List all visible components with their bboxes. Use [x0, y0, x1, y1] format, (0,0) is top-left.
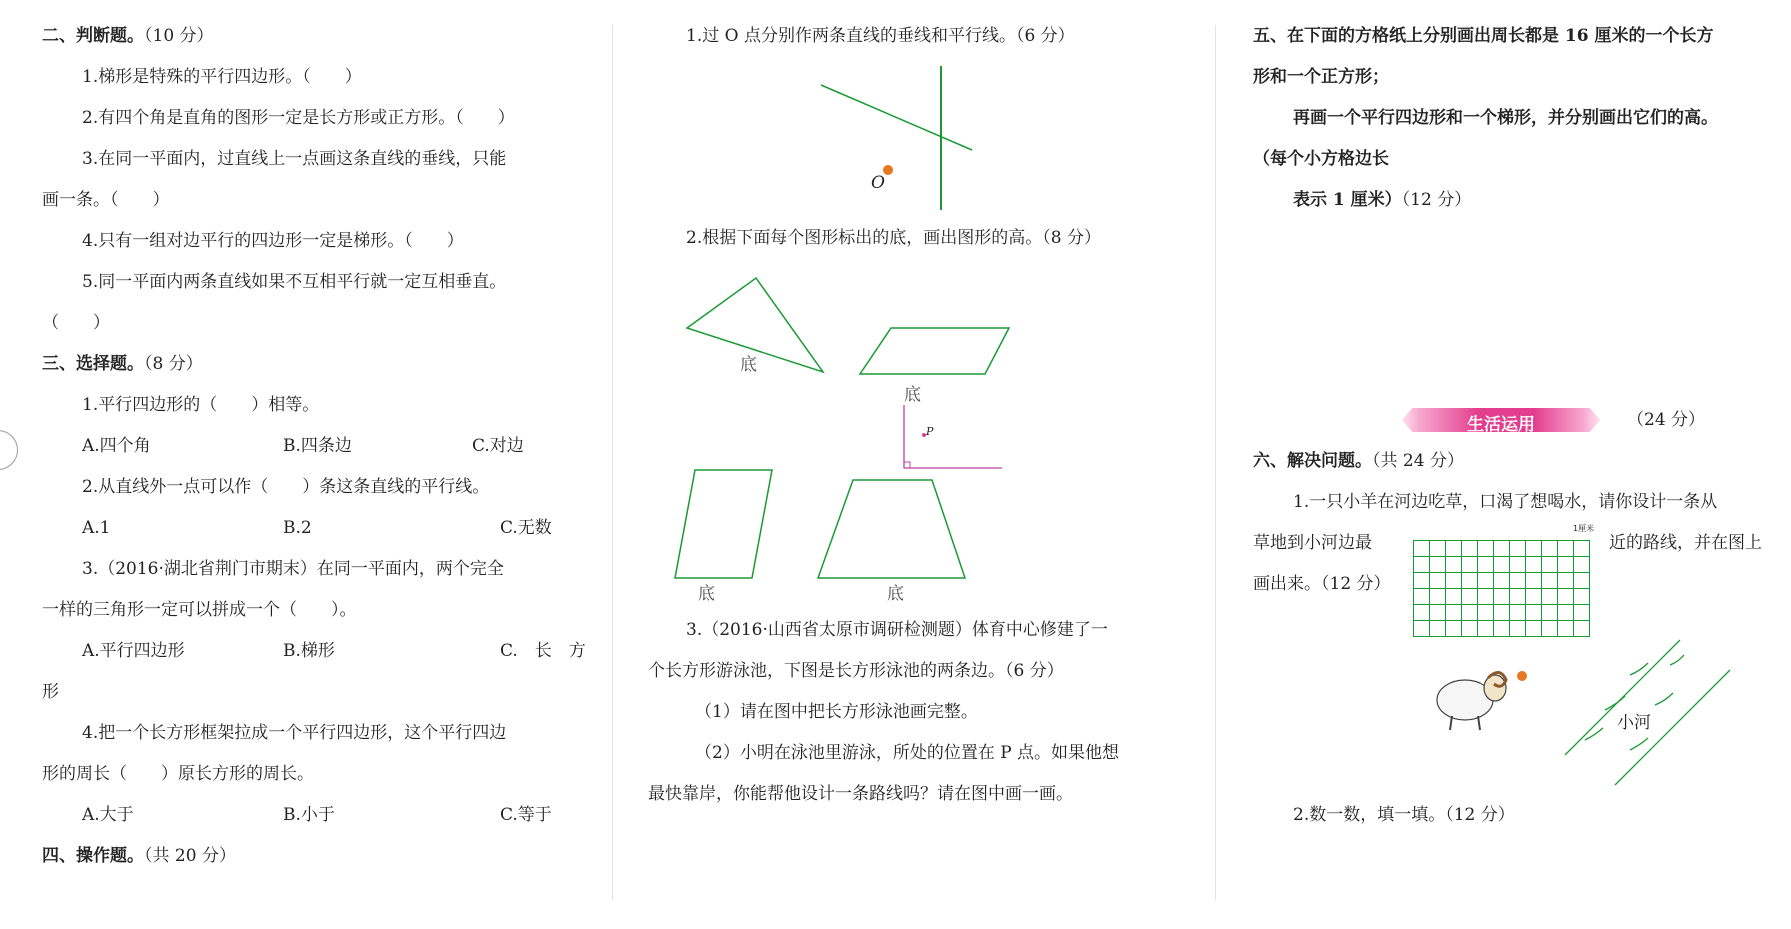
point-p-label: P [926, 425, 934, 438]
question-4-1: 1.过 O 点分别作两条直线的垂线和平行线。（6 分） [686, 26, 1075, 46]
section-5-line5: 表示 1 厘米）（12 分） [1293, 190, 1472, 210]
question-4-2: 2.根据下面每个图形标出的底，画出图形的高。（8 分） [686, 228, 1101, 248]
grid-paper [1413, 540, 1590, 637]
banner-title: 生活运用 [1467, 415, 1535, 435]
question-4-3-part1: （1）请在图中把长方形泳池画完整。 [695, 702, 978, 722]
option-3-4-c: C.等于 [500, 805, 552, 825]
grid-unit-label: 1厘米 [1573, 524, 1595, 533]
option-3-2-c: C.无数 [500, 518, 552, 538]
option-3-3-c: C. 长 方 [500, 641, 586, 661]
base-label-parallelogram-2: 底 [698, 584, 715, 604]
section-4-heading: 四、操作题。（共 20 分） [42, 846, 236, 866]
question-6-1-cont2: 近的路线，并在图上 [1609, 533, 1762, 553]
section-5-line1: 五、在下面的方格纸上分别画出周长都是 16 厘米的一个长方 [1253, 26, 1714, 46]
question-3-4-cont: 形的周长（ ）原长方形的周长。 [42, 764, 314, 784]
section-banner [1393, 408, 1609, 435]
option-3-4-a: A.大于 [82, 805, 134, 825]
question-3-3: 3.（2016·湖北省荆门市期末）在同一平面内，两个完全 [82, 559, 504, 579]
banner-score: （24 分） [1627, 410, 1706, 430]
section-3-heading: 三、选择题。（8 分） [42, 354, 203, 374]
question-4-3-part2-cont: 最快靠岸，你能帮他设计一条路线吗？请在图中画一画。 [648, 784, 1073, 804]
section-2-heading: 二、判断题。（10 分） [42, 26, 214, 46]
option-3-3-c-cont: 形 [42, 682, 59, 702]
river-label: 小河 [1617, 713, 1651, 733]
question-2-5: 5.同一平面内两条直线如果不互相平行就一定互相垂直。 [82, 272, 507, 292]
sheep-icon [1437, 672, 1506, 730]
column-divider-2 [1215, 25, 1216, 900]
question-2-5-cont: （ ） [42, 313, 110, 333]
option-3-2-a: A.1 [82, 518, 111, 538]
question-4-3-cont: 个长方形游泳池，下图是长方形泳池的两条边。（6 分） [648, 661, 1064, 681]
shapes-figure [670, 270, 1030, 590]
option-3-2-b: B.2 [283, 518, 312, 538]
section-5-line4: （每个小方格边长 [1253, 149, 1389, 169]
option-3-3-a: A.平行四边形 [82, 641, 185, 661]
grass-point [1517, 671, 1527, 681]
base-label-triangle: 底 [740, 355, 757, 375]
question-3-2: 2.从直线外一点可以作（ ）条这条直线的平行线。 [82, 477, 490, 497]
option-3-1-b: B.四条边 [283, 436, 352, 456]
section-6-heading: 六、解决问题。（共 24 分） [1253, 451, 1464, 471]
question-2-1: 1.梯形是特殊的平行四边形。（ ） [82, 67, 362, 87]
question-2-4: 4.只有一组对边平行的四边形一定是梯形。（ ） [82, 231, 464, 251]
question-6-2: 2.数一数，填一填。（12 分） [1293, 805, 1515, 825]
question-2-3: 3.在同一平面内，过直线上一点画这条直线的垂线，只能 [82, 149, 507, 169]
option-3-3-b: B.梯形 [283, 641, 335, 661]
question-4-3: 3.（2016·山西省太原市调研检测题）体育中心修建了一 [686, 620, 1108, 640]
sheep-river-figure [1420, 640, 1730, 790]
question-6-1: 1.一只小羊在河边吃草，口渴了想喝水，请你设计一条从 [1293, 492, 1718, 512]
section-5-line2: 形和一个正方形； [1253, 67, 1389, 87]
option-3-1-c: C.对边 [472, 436, 524, 456]
page-edge-circle [0, 430, 18, 470]
question-6-1-cont3: 画出来。（12 分） [1253, 574, 1391, 594]
perpendicular-figure [800, 60, 1000, 215]
question-6-1-cont: 草地到小河边最 [1253, 533, 1372, 553]
question-3-3-cont: 一样的三角形一定可以拼成一个（ ）。 [42, 600, 357, 620]
question-3-1: 1.平行四边形的（ ）相等。 [82, 395, 320, 415]
option-3-1-a: A.四个角 [82, 436, 151, 456]
section-5-line3: 再画一个平行四边形和一个梯形，并分别画出它们的高。 [1293, 108, 1718, 128]
point-o-label: O [871, 173, 885, 193]
question-4-3-part2: （2）小明在泳池里游泳，所处的位置在 P 点。如果他想 [695, 743, 1120, 763]
option-3-4-b: B.小于 [283, 805, 335, 825]
column-divider-1 [612, 25, 613, 900]
question-2-3-cont: 画一条。（ ） [42, 190, 170, 210]
base-label-parallelogram: 底 [904, 385, 921, 405]
base-label-trapezoid: 底 [887, 584, 904, 604]
question-2-2: 2.有四个角是直角的图形一定是长方形或正方形。（ ） [82, 108, 515, 128]
question-3-4: 4.把一个长方形框架拉成一个平行四边形，这个平行四边 [82, 723, 507, 743]
